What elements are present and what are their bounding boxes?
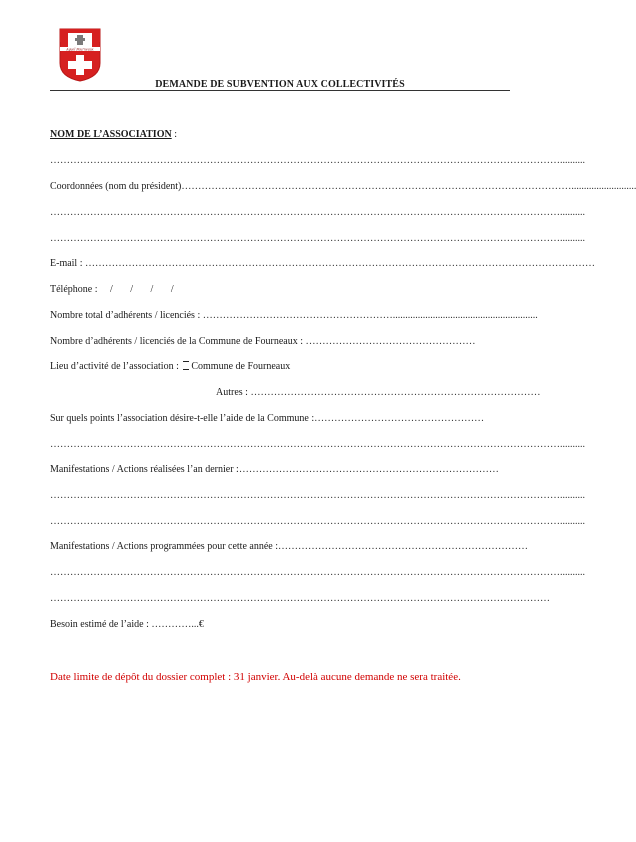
adherents-total-row[interactable] bbox=[50, 310, 538, 322]
dotted-line: ……………………………………………………………………………………………………………………………………….......... bbox=[50, 233, 585, 244]
manifestations-passees-label: Manifestations / Actions réalisées l’an dernier : bbox=[50, 464, 239, 475]
manifestations-futures-field-2[interactable] bbox=[50, 567, 585, 579]
association-name-field[interactable] bbox=[50, 155, 585, 167]
manifestations-passees-field-2[interactable] bbox=[50, 490, 585, 502]
phone-label: Téléphone : bbox=[50, 284, 98, 295]
dotted-line: …………... bbox=[151, 619, 199, 630]
dotted-line: …………………………………………………………………………… bbox=[250, 387, 541, 398]
adherents-commune-row[interactable] bbox=[50, 336, 526, 348]
phone-slashes: / / / / bbox=[109, 284, 174, 295]
email-row[interactable] bbox=[50, 258, 595, 270]
aide-points-label: Sur quels points l’association désire-t-elle l’aide de la Commune : bbox=[50, 413, 315, 424]
dotted-line: ……………………………………………………………………………………………………………………………………….......... bbox=[50, 516, 585, 527]
autres-row[interactable] bbox=[216, 387, 541, 399]
savoie-crest-logo bbox=[58, 27, 102, 83]
dotted-line: ……………………………………………………………………………………………………………………………………….......... bbox=[50, 567, 585, 578]
lieu-label: Lieu d’activité de l’association : bbox=[50, 361, 182, 372]
dotted-line: ……………………………………………………………………………………………………………………………………….......... bbox=[50, 490, 585, 501]
autres-label: Autres : bbox=[216, 387, 251, 398]
manifestations-passees-field-3[interactable] bbox=[50, 516, 585, 528]
email-label: E-mail : bbox=[50, 258, 85, 269]
euro-sign: € bbox=[198, 619, 204, 630]
besoin-label: Besoin estimé de l’aide : bbox=[50, 619, 152, 630]
logo-text: Ayuel Fourneaux bbox=[66, 47, 94, 52]
coordonnees-label: Coordonnées (nom du président) bbox=[50, 181, 182, 192]
document-title: DEMANDE DE SUBVENTION AUX COLLECTIVITÉS bbox=[155, 79, 405, 90]
aide-points-field-2[interactable] bbox=[50, 439, 585, 451]
phone-row[interactable] bbox=[50, 284, 526, 296]
adherents-total-label: Nombre total d’adhérents / licenciés : bbox=[50, 310, 203, 321]
adherents-commune-label: Nombre d’adhérents / licenciés de la Commune de Fourneaux : bbox=[50, 336, 306, 347]
dotted-line: ………………………………………………….......................................................... bbox=[202, 310, 538, 321]
dotted-line: ……………………………………………………………………………………………………………………………………….......... bbox=[50, 207, 585, 218]
manifestations-passees-row[interactable] bbox=[50, 464, 526, 476]
dotted-line: …………………………………………………………………… bbox=[238, 464, 499, 475]
title-underline bbox=[50, 90, 510, 91]
lieu-option-commune: Commune de Fourneaux bbox=[191, 361, 291, 372]
dotted-line: ……………………………………………………………………………………………………………………………………….......... bbox=[50, 439, 585, 450]
dotted-line: ……………………………………………………………………………………………………….......................... bbox=[181, 181, 636, 192]
dotted-line: …………………………………………… bbox=[305, 336, 476, 347]
dotted-line: ……………………………………………………………………………………………………………………………………… bbox=[85, 258, 595, 269]
dotted-line: ……………………………………………………………………………………………………………………………………….......... bbox=[50, 155, 585, 166]
dotted-line: ………………………………………………………………… bbox=[278, 541, 528, 552]
manifestations-futures-row[interactable] bbox=[50, 541, 526, 553]
coordonnees-row[interactable] bbox=[50, 181, 636, 193]
commune-checkbox[interactable] bbox=[183, 361, 189, 370]
association-name-suffix: : bbox=[171, 129, 177, 140]
association-name-row bbox=[50, 129, 526, 141]
besoin-row[interactable] bbox=[50, 619, 526, 631]
deadline-notice: Date limite de dépôt du dossier complet : 31 janvier. Au-delà aucune demande ne sera traitée. bbox=[50, 671, 461, 683]
association-name-label: NOM DE L’ASSOCIATION bbox=[50, 129, 172, 140]
coordonnees-field-3[interactable] bbox=[50, 233, 585, 245]
coordonnees-field-2[interactable] bbox=[50, 207, 585, 219]
manifestations-futures-field-3[interactable] bbox=[50, 593, 550, 605]
lieu-activite-row bbox=[50, 361, 526, 373]
aide-points-row[interactable] bbox=[50, 413, 526, 425]
dotted-line: …………………………………………………………………………………………………………………………………… bbox=[50, 593, 550, 604]
dotted-line: …………………………………………… bbox=[314, 413, 485, 424]
manifestations-futures-label: Manifestations / Actions programmées pour cette année : bbox=[50, 541, 278, 552]
